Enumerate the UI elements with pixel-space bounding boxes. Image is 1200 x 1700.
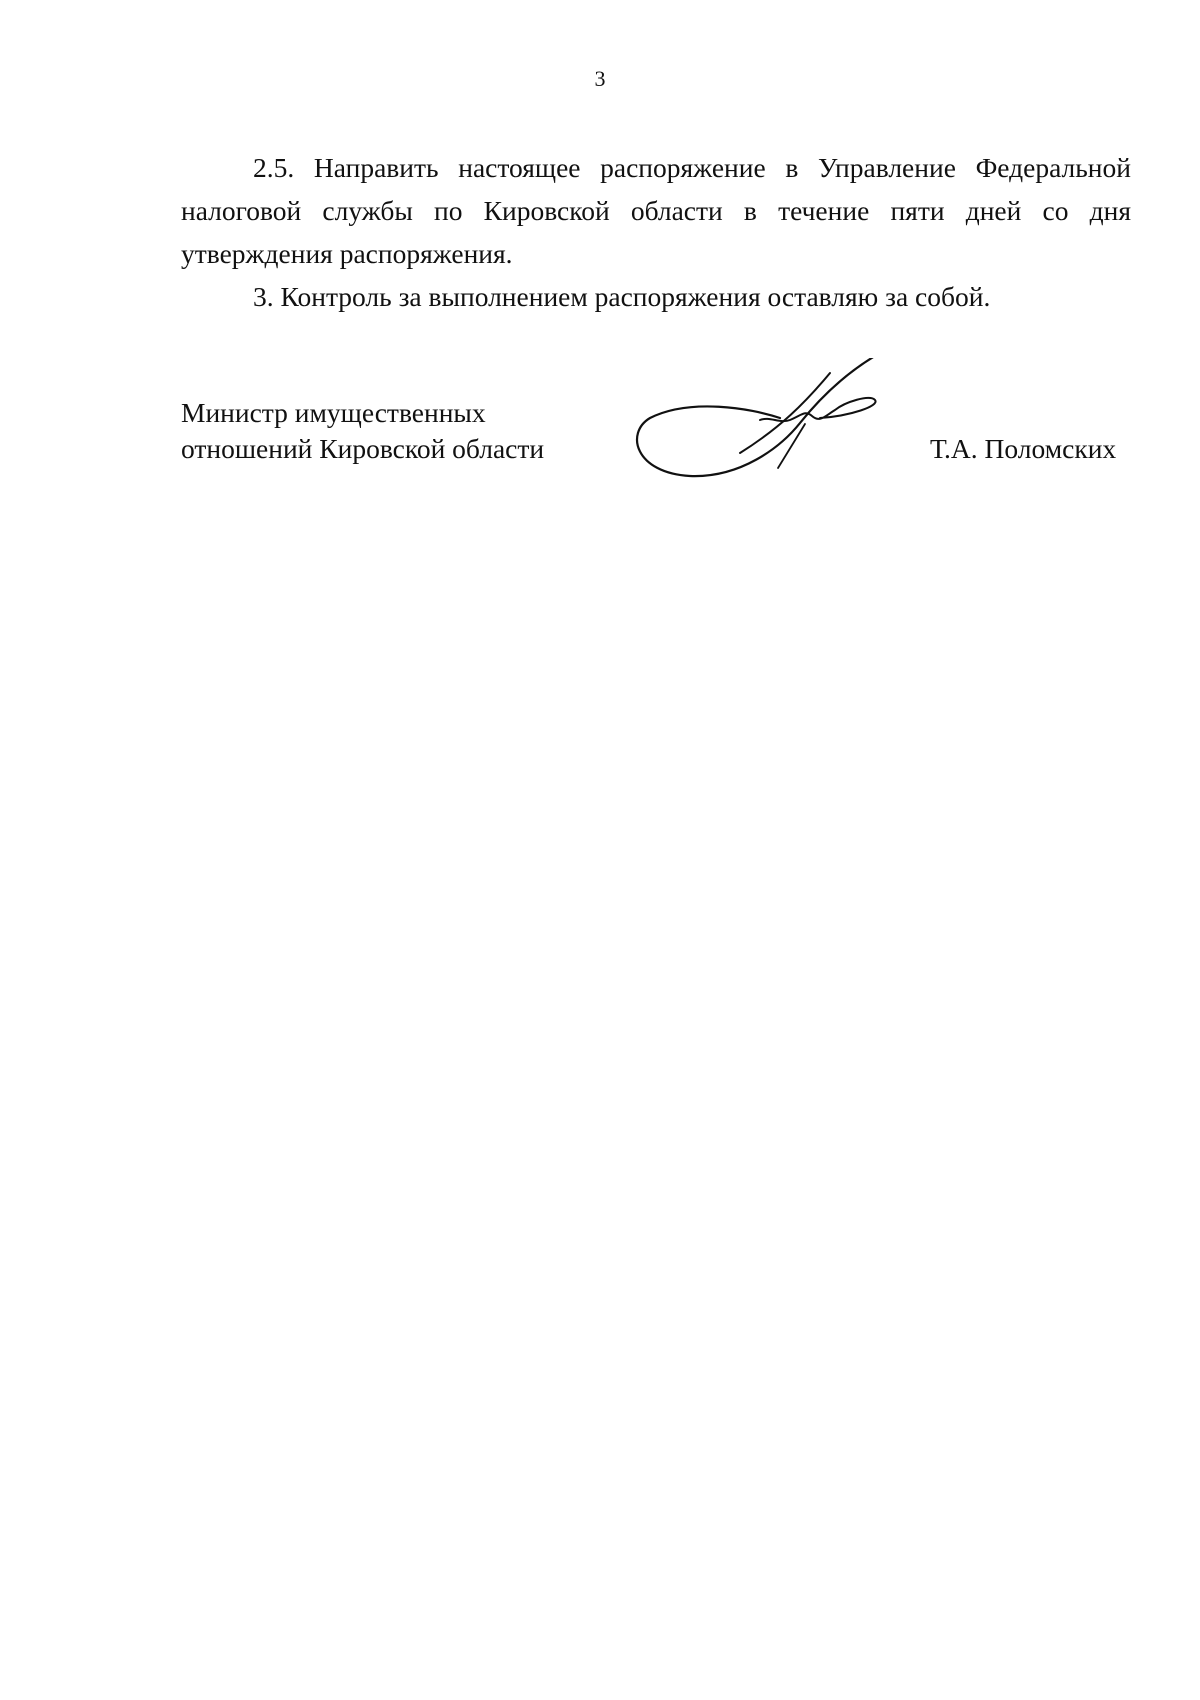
- signatory-name: Т.А. Поломских: [930, 433, 1117, 464]
- handwritten-signature: [630, 358, 910, 488]
- document-body: [181, 146, 1131, 318]
- signatory-title-line-2: отношений Кировской области: [181, 433, 545, 464]
- signatory-title-line-1: Министр имущественных: [181, 397, 486, 428]
- page-number: 3: [594, 66, 606, 91]
- paragraph-3: 3. Контроль за выполнением распоряжения оставляю за собой.: [253, 281, 991, 312]
- signatory-title: [181, 395, 544, 467]
- paragraph-2-5: 2.5. Направить настоящее распоряжение в Управление Федеральной налоговой службы по Кировской области в течение пяти дней со дня утверждения распоряжения.: [181, 152, 1131, 269]
